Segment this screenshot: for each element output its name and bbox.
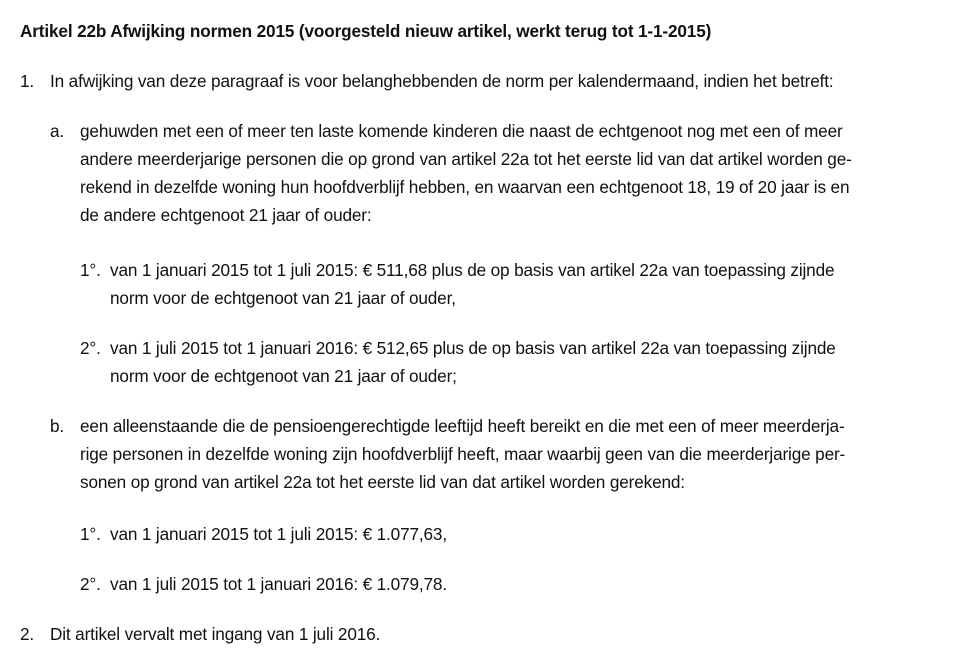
item-number: 2.	[20, 624, 35, 644]
point-line: van 1 juli 2015 tot 1 januari 2016: € 1.079,78.	[110, 574, 447, 594]
point-marker: 2°.	[80, 338, 101, 358]
point-line: van 1 juli 2015 tot 1 januari 2016: € 512,65 plus de op basis van artikel 22a van toepassing zijnde	[110, 338, 836, 358]
point-line: norm voor de echtgenoot van 21 jaar of ouder;	[110, 366, 457, 386]
sub-item-line: gehuwden met een of meer ten laste komende kinderen die naast de echtgenoot nog met een of meer	[80, 121, 843, 141]
item-number: 1.	[20, 71, 35, 91]
sub-item-line: een alleenstaande die de pensioengerechtigde leeftijd heeft bereikt en die met een of meer meerderja-	[80, 416, 845, 436]
item-text: In afwijking van deze paragraaf is voor belanghebbenden de norm per kalendermaand, indien het betreft:	[50, 71, 834, 91]
sub-item-letter: b.	[50, 416, 65, 436]
article-title: Artikel 22b Afwijking normen 2015 (voorgesteld nieuw artikel, werkt terug tot 1-1-2015)	[20, 21, 712, 41]
sub-item-line: rekend in dezelfde woning hun hoofdverblijf hebben, en waarvan een echtgenoot 18, 19 of 20 jaar is en	[80, 177, 850, 197]
point-line: van 1 januari 2015 tot 1 juli 2015: € 1.077,63,	[110, 524, 447, 544]
sub-item-line: sonen op grond van artikel 22a tot het eerste lid van dat artikel worden gerekend:	[80, 472, 685, 492]
point-marker: 1°.	[80, 524, 101, 544]
point-marker: 1°.	[80, 260, 101, 280]
point-line: norm voor de echtgenoot van 21 jaar of ouder,	[110, 288, 456, 308]
sub-item-letter: a.	[50, 121, 65, 141]
sub-item-line: de andere echtgenoot 21 jaar of ouder:	[80, 205, 372, 225]
sub-item-line: andere meerderjarige personen die op grond van artikel 22a tot het eerste lid van dat artikel worden ge-	[80, 149, 852, 169]
sub-item-line: rige personen in dezelfde woning zijn hoofdverblijf heeft, maar waarbij geen van die meerderjarige per-	[80, 444, 846, 464]
point-line: van 1 januari 2015 tot 1 juli 2015: € 511,68 plus de op basis van artikel 22a van toepassing zijnde	[110, 260, 835, 280]
item-text: Dit artikel vervalt met ingang van 1 juli 2016.	[50, 624, 381, 644]
point-marker: 2°.	[80, 574, 101, 594]
